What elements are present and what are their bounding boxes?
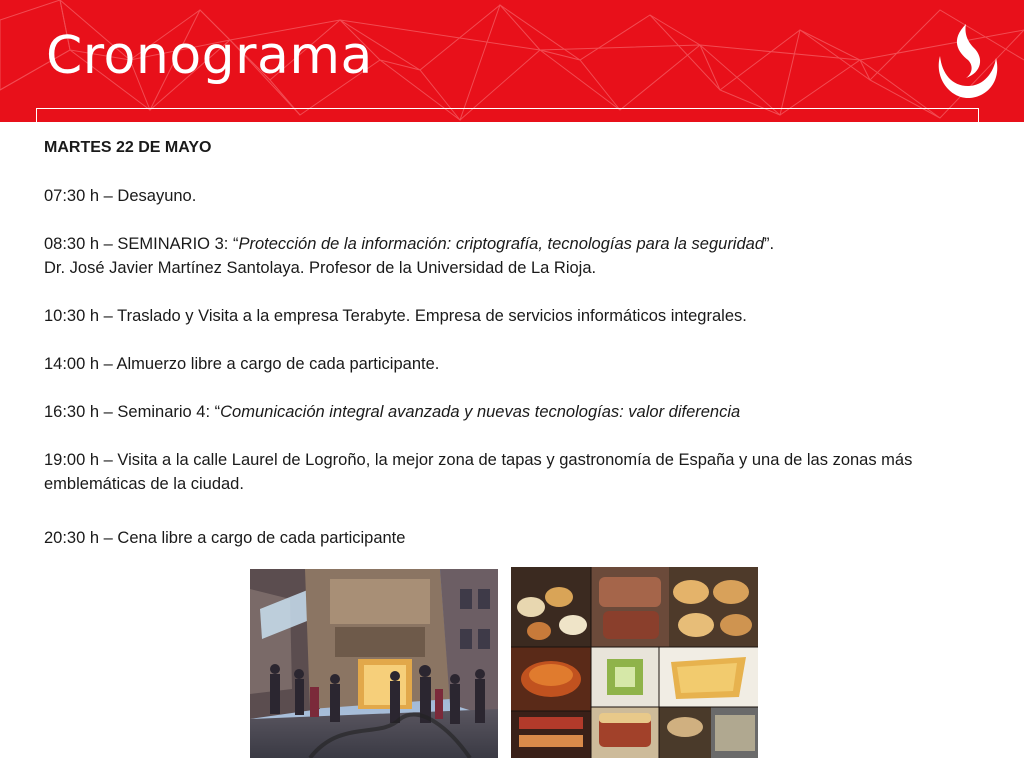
item-time: 10:30 h bbox=[44, 307, 100, 325]
schedule-item-visit-terabyte bbox=[44, 304, 994, 328]
item-separator: – bbox=[99, 529, 118, 547]
item-text: Desayuno. bbox=[117, 187, 197, 205]
item-separator: – bbox=[99, 403, 118, 421]
street-photo bbox=[250, 569, 498, 758]
schedule-item-calle-laurel bbox=[44, 448, 994, 496]
item-separator: – bbox=[99, 451, 118, 469]
item-time: 20:30 h bbox=[44, 529, 100, 547]
slide-title: Cronograma bbox=[46, 26, 373, 86]
item-text: Cena libre a cargo de cada participante bbox=[117, 529, 406, 547]
item-separator: – bbox=[99, 355, 117, 373]
item-time: 08:30 h bbox=[44, 235, 100, 253]
slide-header bbox=[0, 0, 1024, 122]
item-time: 07:30 h bbox=[44, 187, 100, 205]
schedule-content bbox=[44, 136, 994, 550]
item-text: Traslado y Visita a la empresa Terabyte. Empresa de servicios informáticos integrales. bbox=[117, 307, 747, 325]
item-prefix: Seminario 4: “ bbox=[117, 403, 221, 421]
schedule-item-breakfast bbox=[44, 184, 994, 208]
item-time: 14:00 h bbox=[44, 355, 100, 373]
item-text: Visita a la calle Laurel de Logroño, la mejor zona de tapas y gastronomía de España y una de las zonas más emblemáticas de la ciudad. bbox=[44, 451, 913, 493]
seminar-speaker: Dr. José Javier Martínez Santolaya. Profesor de la Universidad de La Rioja. bbox=[44, 259, 597, 277]
item-separator: – bbox=[99, 187, 118, 205]
schedule-date: MARTES 22 DE MAYO bbox=[44, 139, 212, 156]
schedule-item-seminar-3 bbox=[44, 232, 994, 256]
schedule-item-dinner bbox=[44, 526, 994, 550]
schedule-item-lunch bbox=[44, 352, 994, 376]
item-time: 16:30 h bbox=[44, 403, 100, 421]
item-separator: – bbox=[99, 307, 118, 325]
seminar-title: Comunicación integral avanzada y nuevas tecnologías: valor diferencia bbox=[220, 403, 741, 421]
item-time: 19:00 h bbox=[44, 451, 100, 469]
item-suffix: ”. bbox=[764, 235, 775, 253]
item-text: Almuerzo libre a cargo de cada participante. bbox=[116, 355, 440, 373]
university-flame-logo-icon bbox=[928, 22, 1006, 102]
header-frame-line bbox=[36, 108, 979, 122]
tapas-collage-photo bbox=[511, 567, 758, 758]
seminar-title: Protección de la información: criptografía, tecnologías para la seguridad bbox=[238, 235, 765, 253]
item-prefix: SEMINARIO 3: “ bbox=[117, 235, 239, 253]
item-separator: – bbox=[99, 235, 118, 253]
schedule-item-seminar-4 bbox=[44, 400, 994, 424]
